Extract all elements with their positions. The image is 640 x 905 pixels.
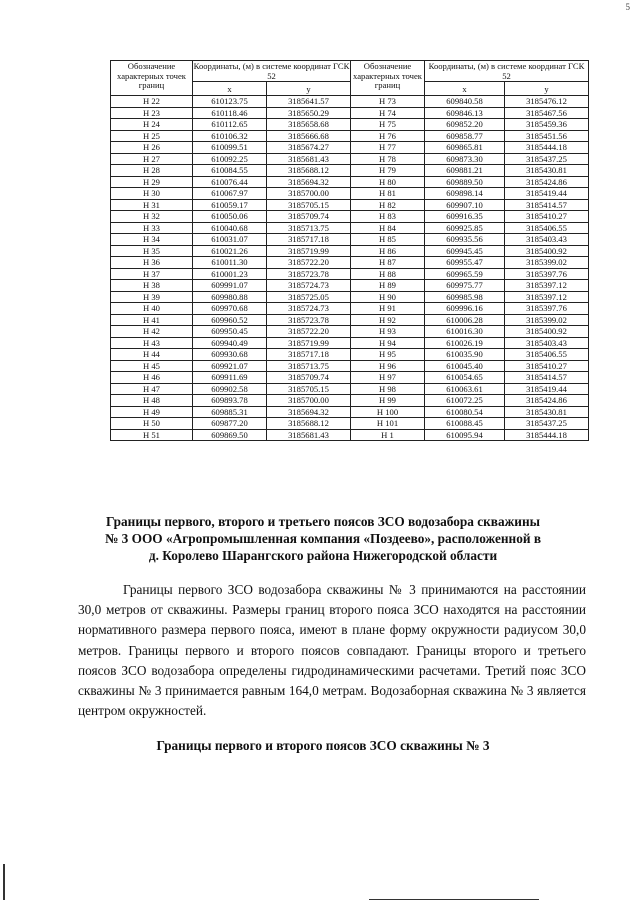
- table-row: [111, 372, 589, 384]
- table-body: [111, 96, 589, 441]
- cell-y-left: 3185717.18: [267, 234, 351, 246]
- table-row: [111, 360, 589, 372]
- cell-point-right: Н 93: [351, 326, 425, 338]
- cell-x-right: 610016.30: [425, 326, 505, 338]
- cell-y-right: 3185451.56: [505, 130, 589, 142]
- cell-point-right: Н 74: [351, 107, 425, 119]
- cell-point-right: Н 90: [351, 291, 425, 303]
- cell-y-left: 3185650.29: [267, 107, 351, 119]
- cell-point-left: Н 32: [111, 211, 193, 223]
- cell-point-left: Н 25: [111, 130, 193, 142]
- cell-y-left: 3185719.99: [267, 245, 351, 257]
- header-y-left: y: [267, 82, 351, 96]
- cell-x-right: 610088.45: [425, 418, 505, 430]
- cell-y-right: 3185430.81: [505, 406, 589, 418]
- cell-y-left: 3185694.32: [267, 406, 351, 418]
- cell-x-left: 609970.68: [193, 303, 267, 315]
- cell-x-left: 609893.78: [193, 395, 267, 407]
- cell-point-right: Н 100: [351, 406, 425, 418]
- cell-point-left: Н 39: [111, 291, 193, 303]
- cell-x-left: 609877.20: [193, 418, 267, 430]
- cell-point-left: Н 50: [111, 418, 193, 430]
- cell-x-left: 609991.07: [193, 280, 267, 292]
- cell-point-left: Н 30: [111, 188, 193, 200]
- table-row: [111, 188, 589, 200]
- header-x-left: x: [193, 82, 267, 96]
- cell-y-right: 3185410.27: [505, 211, 589, 223]
- cell-x-left: 609921.07: [193, 360, 267, 372]
- cell-x-right: 609889.50: [425, 176, 505, 188]
- section-heading-first-second-zones: Границы первого и второго поясов ЗСО скважины № 3: [156, 738, 490, 753]
- cell-y-left: 3185717.18: [267, 349, 351, 361]
- table-row: [111, 107, 589, 119]
- cell-x-right: 609846.13: [425, 107, 505, 119]
- header-coordinates-left: Координаты, (м) в системе координат ГСК 52: [193, 61, 350, 81]
- cell-y-left: 3185705.15: [267, 199, 351, 211]
- scan-edge-mark: [3, 864, 5, 900]
- table-row: [111, 395, 589, 407]
- table-row: [111, 383, 589, 395]
- cell-y-left: 3185641.57: [267, 96, 351, 108]
- header-coordinates-right: Координаты, (м) в системе координат ГСК 52: [425, 61, 589, 82]
- cell-y-right: 3185467.56: [505, 107, 589, 119]
- cell-x-left: 609940.49: [193, 337, 267, 349]
- cell-x-left: 610106.32: [193, 130, 267, 142]
- cell-point-left: Н 41: [111, 314, 193, 326]
- table-row: [111, 406, 589, 418]
- cell-y-right: 3185400.92: [505, 326, 589, 338]
- page-marker: 5: [625, 2, 630, 12]
- cell-point-left: Н 44: [111, 349, 193, 361]
- cell-point-left: Н 27: [111, 153, 193, 165]
- cell-y-right: 3185399.02: [505, 314, 589, 326]
- cell-y-left: 3185681.43: [267, 429, 351, 441]
- table-row: [111, 314, 589, 326]
- cell-point-right: Н 96: [351, 360, 425, 372]
- cell-point-left: Н 37: [111, 268, 193, 280]
- table-row: [111, 165, 589, 177]
- cell-x-left: 610011.30: [193, 257, 267, 269]
- cell-point-right: Н 86: [351, 245, 425, 257]
- table-row: [111, 326, 589, 338]
- cell-x-right: 610035.90: [425, 349, 505, 361]
- cell-x-left: 610067.97: [193, 188, 267, 200]
- cell-x-right: 609881.21: [425, 165, 505, 177]
- table-row: [111, 211, 589, 223]
- cell-x-right: 609840.58: [425, 96, 505, 108]
- cell-point-right: Н 76: [351, 130, 425, 142]
- cell-point-right: Н 82: [351, 199, 425, 211]
- body-paragraph: Границы первого ЗСО водозабора скважины № 3 принимаются на расстоянии 30,0 метров от скважины. Размеры границ второго пояса ЗСО находятся на расстоянии нормативного размера первого пояса, имеют в плане форму окружности радиусом 30,0 метров. Границы первого и второго поясов совпадают. Границы второго и третьего поясов ЗСО водозабора определены гидродинамическими расчетами. Третий пояс ЗСО скважины № 3 принимается равным 164,0 метрам. Водозаборная скважина № 3 является центром окружностей.: [78, 582, 586, 719]
- cell-x-right: 609996.16: [425, 303, 505, 315]
- cell-point-right: Н 1: [351, 429, 425, 441]
- cell-x-left: 609930.68: [193, 349, 267, 361]
- cell-x-left: 610031.07: [193, 234, 267, 246]
- cell-point-right: Н 83: [351, 211, 425, 223]
- cell-x-right: 609898.14: [425, 188, 505, 200]
- cell-point-left: Н 29: [111, 176, 193, 188]
- cell-y-right: 3185406.55: [505, 222, 589, 234]
- cell-y-right: 3185437.25: [505, 418, 589, 430]
- cell-y-right: 3185397.12: [505, 280, 589, 292]
- cell-y-right: 3185424.86: [505, 176, 589, 188]
- cell-point-left: Н 22: [111, 96, 193, 108]
- cell-x-right: 609975.77: [425, 280, 505, 292]
- cell-x-right: 609965.59: [425, 268, 505, 280]
- cell-point-left: Н 46: [111, 372, 193, 384]
- cell-point-left: Н 45: [111, 360, 193, 372]
- cell-point-left: Н 31: [111, 199, 193, 211]
- cell-y-left: 3185700.00: [267, 188, 351, 200]
- cell-point-right: Н 99: [351, 395, 425, 407]
- cell-x-right: 609935.56: [425, 234, 505, 246]
- cell-y-right: 3185414.57: [505, 372, 589, 384]
- cell-y-right: 3185400.92: [505, 245, 589, 257]
- cell-x-left: 609902.58: [193, 383, 267, 395]
- cell-x-left: 609960.52: [193, 314, 267, 326]
- cell-x-right: 609945.45: [425, 245, 505, 257]
- cell-y-left: 3185694.32: [267, 176, 351, 188]
- table-row: [111, 130, 589, 142]
- cell-point-right: Н 92: [351, 314, 425, 326]
- cell-x-left: 610076.44: [193, 176, 267, 188]
- cell-y-left: 3185722.20: [267, 257, 351, 269]
- cell-y-right: 3185419.44: [505, 188, 589, 200]
- cell-y-right: 3185403.43: [505, 337, 589, 349]
- cell-point-right: Н 94: [351, 337, 425, 349]
- cell-y-right: 3185397.76: [505, 268, 589, 280]
- table-row: [111, 142, 589, 154]
- cell-y-left: 3185713.75: [267, 360, 351, 372]
- cell-x-right: 609865.81: [425, 142, 505, 154]
- cell-y-left: 3185713.75: [267, 222, 351, 234]
- cell-point-left: Н 35: [111, 245, 193, 257]
- cell-x-left: 610040.68: [193, 222, 267, 234]
- cell-x-right: 610045.40: [425, 360, 505, 372]
- table-row: [111, 176, 589, 188]
- cell-x-right: 609985.98: [425, 291, 505, 303]
- cell-point-left: Н 47: [111, 383, 193, 395]
- cell-x-right: 610080.54: [425, 406, 505, 418]
- cell-y-right: 3185459.36: [505, 119, 589, 131]
- table-row: [111, 337, 589, 349]
- cell-point-left: Н 49: [111, 406, 193, 418]
- cell-y-right: 3185444.18: [505, 142, 589, 154]
- cell-x-left: 610118.46: [193, 107, 267, 119]
- cell-point-right: Н 81: [351, 188, 425, 200]
- section-heading-zones: [78, 513, 568, 564]
- cell-y-right: 3185406.55: [505, 349, 589, 361]
- cell-x-right: 610006.28: [425, 314, 505, 326]
- cell-y-left: 3185674.27: [267, 142, 351, 154]
- table-row: [111, 257, 589, 269]
- cell-point-left: Н 42: [111, 326, 193, 338]
- cell-x-left: 609885.31: [193, 406, 267, 418]
- cell-x-right: 610072.25: [425, 395, 505, 407]
- cell-y-left: 3185666.68: [267, 130, 351, 142]
- cell-y-right: 3185476.12: [505, 96, 589, 108]
- cell-point-left: Н 33: [111, 222, 193, 234]
- cell-x-left: 609869.50: [193, 429, 267, 441]
- footer-rule: [369, 899, 539, 900]
- cell-x-left: 610050.06: [193, 211, 267, 223]
- cell-y-left: 3185719.99: [267, 337, 351, 349]
- table-row: [111, 119, 589, 131]
- cell-x-left: 610084.55: [193, 165, 267, 177]
- cell-point-left: Н 51: [111, 429, 193, 441]
- cell-point-right: Н 79: [351, 165, 425, 177]
- cell-y-left: 3185723.78: [267, 268, 351, 280]
- table-row: [111, 303, 589, 315]
- section-heading-line-1: Границы первого, второго и третьего поясов ЗСО водозабора скважины: [106, 514, 540, 529]
- table-row: [111, 418, 589, 430]
- cell-point-right: Н 80: [351, 176, 425, 188]
- cell-y-left: 3185688.12: [267, 165, 351, 177]
- table-row: [111, 291, 589, 303]
- cell-y-left: 3185658.68: [267, 119, 351, 131]
- cell-x-right: 610054.65: [425, 372, 505, 384]
- cell-y-right: 3185397.76: [505, 303, 589, 315]
- cell-point-right: Н 77: [351, 142, 425, 154]
- cell-point-left: Н 43: [111, 337, 193, 349]
- cell-y-left: 3185723.78: [267, 314, 351, 326]
- coordinates-table: [110, 60, 589, 441]
- cell-point-left: Н 28: [111, 165, 193, 177]
- header-y-right: y: [505, 82, 589, 96]
- cell-point-right: Н 84: [351, 222, 425, 234]
- cell-point-right: Н 101: [351, 418, 425, 430]
- header-point-designation-left: Обозначение характерных точек границ: [111, 61, 193, 96]
- header-point-designation-right: Обозначение характерных точек границ: [351, 61, 425, 96]
- cell-y-right: 3185430.81: [505, 165, 589, 177]
- cell-x-left: 609911.69: [193, 372, 267, 384]
- cell-point-right: Н 78: [351, 153, 425, 165]
- cell-y-left: 3185722.20: [267, 326, 351, 338]
- cell-point-left: Н 48: [111, 395, 193, 407]
- cell-y-left: 3185681.43: [267, 153, 351, 165]
- cell-x-right: 610026.19: [425, 337, 505, 349]
- cell-y-left: 3185709.74: [267, 211, 351, 223]
- cell-point-right: Н 95: [351, 349, 425, 361]
- cell-x-left: 609950.45: [193, 326, 267, 338]
- cell-point-left: Н 40: [111, 303, 193, 315]
- table-row: [111, 245, 589, 257]
- cell-point-left: Н 23: [111, 107, 193, 119]
- cell-x-left: 610092.25: [193, 153, 267, 165]
- cell-x-right: 609916.35: [425, 211, 505, 223]
- table-row: [111, 280, 589, 292]
- cell-x-left: 610123.75: [193, 96, 267, 108]
- cell-x-left: 609980.88: [193, 291, 267, 303]
- table-row: [111, 153, 589, 165]
- section-heading-line-3: д. Королево Шарангского района Нижегородской области: [148, 548, 498, 563]
- cell-x-right: 610063.61: [425, 383, 505, 395]
- cell-x-left: 610001.23: [193, 268, 267, 280]
- cell-x-right: 609858.77: [425, 130, 505, 142]
- cell-point-right: Н 91: [351, 303, 425, 315]
- cell-y-right: 3185399.02: [505, 257, 589, 269]
- cell-x-right: 609907.10: [425, 199, 505, 211]
- cell-x-right: 609955.47: [425, 257, 505, 269]
- cell-point-right: Н 75: [351, 119, 425, 131]
- cell-x-left: 610021.26: [193, 245, 267, 257]
- cell-point-left: Н 24: [111, 119, 193, 131]
- cell-y-left: 3185724.73: [267, 280, 351, 292]
- cell-x-right: 609873.30: [425, 153, 505, 165]
- cell-point-right: Н 88: [351, 268, 425, 280]
- table-row: [111, 429, 589, 441]
- cell-point-right: Н 97: [351, 372, 425, 384]
- table-row: [111, 349, 589, 361]
- cell-point-right: Н 85: [351, 234, 425, 246]
- cell-point-right: Н 73: [351, 96, 425, 108]
- cell-y-right: 3185414.57: [505, 199, 589, 211]
- cell-x-left: 610099.51: [193, 142, 267, 154]
- cell-y-right: 3185410.27: [505, 360, 589, 372]
- cell-point-right: Н 98: [351, 383, 425, 395]
- cell-y-left: 3185709.74: [267, 372, 351, 384]
- cell-y-right: 3185419.44: [505, 383, 589, 395]
- cell-y-left: 3185724.73: [267, 303, 351, 315]
- cell-point-left: Н 38: [111, 280, 193, 292]
- cell-y-right: 3185403.43: [505, 234, 589, 246]
- cell-point-right: Н 89: [351, 280, 425, 292]
- cell-x-left: 610059.17: [193, 199, 267, 211]
- cell-y-left: 3185705.15: [267, 383, 351, 395]
- cell-point-left: Н 26: [111, 142, 193, 154]
- section-heading-line-2: № 3 ООО «Агропромышленная компания «Поздеево», расположенной в: [104, 531, 542, 546]
- table-row: [111, 268, 589, 280]
- cell-y-right: 3185437.25: [505, 153, 589, 165]
- cell-point-left: Н 34: [111, 234, 193, 246]
- cell-x-right: 610095.94: [425, 429, 505, 441]
- cell-y-right: 3185444.18: [505, 429, 589, 441]
- cell-y-left: 3185700.00: [267, 395, 351, 407]
- cell-x-left: 610112.65: [193, 119, 267, 131]
- cell-point-left: Н 36: [111, 257, 193, 269]
- table-row: [111, 199, 589, 211]
- header-x-right: x: [425, 82, 505, 96]
- table-row: [111, 96, 589, 108]
- cell-y-right: 3185424.86: [505, 395, 589, 407]
- cell-x-right: 609925.85: [425, 222, 505, 234]
- cell-y-left: 3185688.12: [267, 418, 351, 430]
- cell-y-right: 3185397.12: [505, 291, 589, 303]
- table-row: [111, 234, 589, 246]
- cell-x-right: 609852.20: [425, 119, 505, 131]
- table-row: [111, 222, 589, 234]
- cell-y-left: 3185725.05: [267, 291, 351, 303]
- cell-point-right: Н 87: [351, 257, 425, 269]
